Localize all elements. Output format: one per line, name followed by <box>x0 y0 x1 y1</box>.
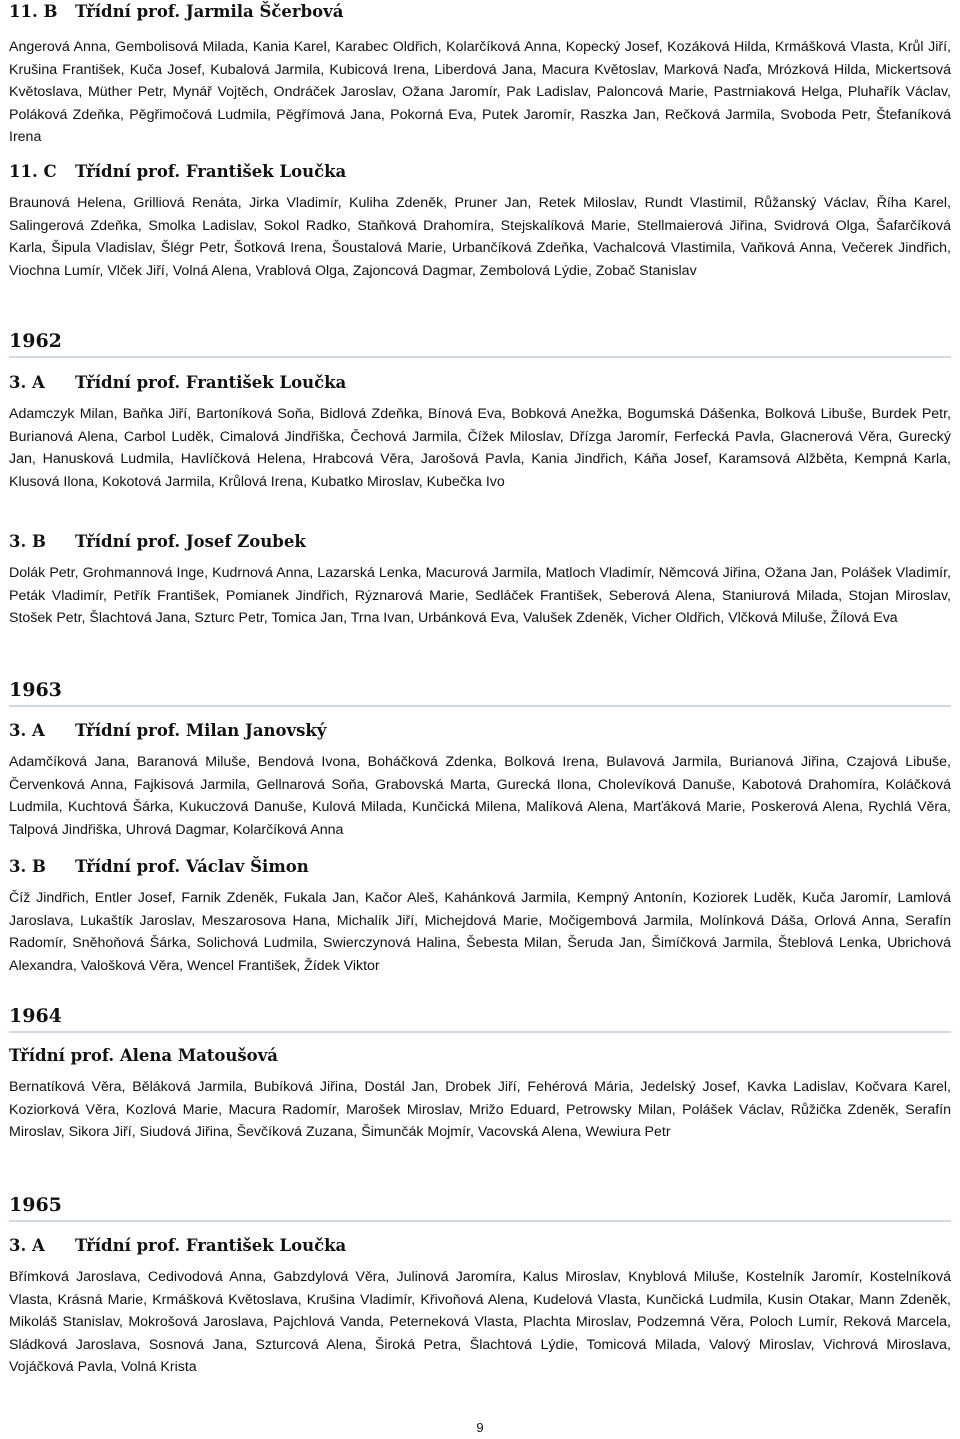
student-list: Adamczyk Milan, Baňka Jiří, Bartoníková Soňa, Bidlová Zdeňka, Bínová Eva, Bobková Anežka, Bogumská Dášenka, Bolková Libuše, Burdek Petr, Burianová Alena, Carbol Luděk, Cimalová Jindřiška, Čechová Jarmila, Čížek Miloslav, Dřízga Jaromír, Ferfecká Pavla, Glacnerová Věra, Gurecký Jan, Hanusková Ludmila, Havlíčková Helena, Hrabcová Věra, Jarošová Pavla, Kania Jindřich, Káňa Josef, Karamsová Alžběta, Kempná Karla, Klusová Ilona, Kokotová Jarmila, Krůlová Irena, Kubatko Miroslav, Kubečka Ivo <box>9 406 951 490</box>
class-heading <box>9 161 951 183</box>
class-label: 3. B <box>9 857 46 876</box>
student-list: Dolák Petr, Grohmannová Inge, Kudrnová Anna, Lazarská Lenka, Macurová Jarmila, Matloch Vladimír, Němcová Jiřina, Ožana Jan, Polášek Vladimír, Peták Vladimír, Petřík František, Pomianek Jindřich, Rýznarová Marie, Sedláček František, Seberová Alena, Staniurová Milada, Stojan Miroslav, Stošek Petr, Šlachtová Jana, Szturc Petr, Tomica Jan, Trna Ivan, Urbánková Eva, Valušek Zdeněk, Vicher Oldřich, Vlčková Miluše, Žílová Eva <box>9 565 951 626</box>
class-label: 11. B <box>9 2 58 21</box>
year-heading-1965 <box>9 1190 951 1222</box>
student-list: Číž Jindřich, Entler Josef, Farnik Zdeněk, Fukala Jan, Kačor Aleš, Kahánková Jarmila, Kempný Antonín, Koziorek Luděk, Kuča Jaromír, Lamlová Jaroslava, Lukaštík Jaroslav, Meszarosova Hana, Michalík Jiří, Michejdová Marie, Močigembová Jarmila, Molínková Dáša, Orlová Anna, Serafín Radomír, Sněhoňová Šárka, Solichová Ludmila, Swierczynová Halina, Šebesta Milan, Šeruda Jan, Šimíčková Jarmila, Šteblová Lenka, Ubrichová Alexandra, Valošková Věra, Wencel František, Žídek Viktor <box>9 890 951 974</box>
year-label: 1964 <box>9 1001 951 1033</box>
teacher-label: Třídní prof. Milan Janovský <box>75 721 327 740</box>
teacher-label: Třídní prof. Jarmila Ščerbová <box>75 2 344 21</box>
class-section-1962-3a <box>9 372 951 493</box>
class-label: 3. A <box>9 1236 45 1255</box>
class-section-1963-3b <box>9 856 951 977</box>
student-list: Braunová Helena, Grilliová Renáta, Jirka Vladimír, Kuliha Zdeněk, Pruner Jan, Retek Miloslav, Rundt Vlastimil, Růžanský Václav, Říha Karel, Salingerová Zdeňka, Smolka Ladislav, Sokol Radko, Staňková Drahomíra, Stejskalíková Marie, Stellmaierová Jiřina, Svidrová Olga, Šafarčíková Karla, Šipula Vladislav, Šlégr Petr, Šotková Irena, Šoustalová Marie, Urbančíková Zdeňka, Vachalcová Vlastimila, Vaňková Anna, Večerek Jindřich, Viochna Lumír, Vlček Jiří, Volná Alena, Vrablová Olga, Zajoncová Dagmar, Zembolová Lýdie, Zobač Stanislav <box>9 195 951 279</box>
class-label: 11. C <box>9 162 57 181</box>
year-label: 1962 <box>9 326 951 358</box>
class-heading <box>9 856 951 878</box>
class-label: 3. A <box>9 721 45 740</box>
class-section-1963-3a <box>9 720 951 841</box>
class-heading <box>9 1 951 23</box>
year-label: 1963 <box>9 675 951 707</box>
year-heading-1963 <box>9 675 951 707</box>
class-heading <box>9 531 951 553</box>
teacher-label: Třídní prof. Josef Zoubek <box>75 532 306 551</box>
class-section-11c <box>9 161 951 282</box>
year-heading-1964 <box>9 1001 951 1033</box>
teacher-label: Třídní prof. František Loučka <box>75 162 347 181</box>
student-list: Adamčíková Jana, Baranová Miluše, Bendová Ivona, Boháčková Zdenka, Bolková Irena, Bulavová Jarmila, Burianová Jiřina, Czajová Libuše, Červenková Anna, Fajkisová Jarmila, Gellnarová Soňa, Grabovská Marta, Gurecká Ilona, Cholevíková Danuše, Kabotová Drahomíra, Koláčková Ludmila, Kuchtová Šárka, Kukuczová Danuše, Kulová Milada, Kunčická Milena, Malíková Alena, Marťáková Marie, Poskerová Alena, Rychlá Věra, Talpová Jindřiška, Uhrová Dagmar, Kolarčíková Anna <box>9 754 951 838</box>
page-number: 9 <box>476 1420 484 1435</box>
student-list: Angerová Anna, Gembolisová Milada, Kania Karel, Karabec Oldřich, Kolarčíková Anna, Kopecký Josef, Kozáková Hilda, Krmášková Vlasta, Krůl Jiří, Krušina František, Kuča Josef, Kubalová Jarmila, Kubicová Irena, Liberdová Jana, Macura Květoslav, Marková Naďa, Mrózková Hilda, Mickertsová Květoslava, Müther Petr, Mynář Vojtěch, Ondráček Jaroslav, Ožana Jaromír, Pak Ladislav, Paloncová Marie, Pastrniaková Helga, Pluhařík Václav, Poláková Zdeňka, Pěgřimočová Ludmila, Pěgřímová Jana, Pokorná Eva, Putek Jaromír, Raszka Jan, Rečková Jarmila, Svoboda Petr, Štefaníková Irena <box>9 39 951 145</box>
year-label: 1965 <box>9 1190 951 1222</box>
teacher-label: Třídní prof. František Loučka <box>75 1236 347 1255</box>
student-list: Bernatíková Věra, Běláková Jarmila, Bubíková Jiřina, Dostál Jan, Drobek Jiří, Fehérová Mária, Jedelský Josef, Kavka Ladislav, Kočvara Karel, Koziorková Věra, Kozlová Marie, Macura Radomír, Marošek Miroslav, Mrižo Eduard, Petrowsky Milan, Polášek Václav, Růžička Zdeněk, Serafín Miroslav, Sikora Jiří, Siudová Jiřina, Ševčíková Zuzana, Šimunčák Mojmír, Vacovská Alena, Wewiura Petr <box>9 1079 951 1140</box>
student-list: Břímková Jaroslava, Cedivodová Anna, Gabzdylová Věra, Julinová Jaromíra, Kalus Miroslav, Knyblová Miluše, Kostelník Jaromír, Kostelníková Vlasta, Krásná Marie, Krmášková Květoslava, Krušina Vladimír, Křivoňová Alena, Kudelová Vlasta, Kunčická Ludmila, Kusin Otakar, Mann Zdeněk, Mikoláš Stanislav, Mokrošová Jaroslava, Pajchlová Vanda, Peterneková Vlasta, Plachta Miroslav, Podzemná Věra, Poloch Lumír, Reková Marcela, Sládková Jaroslava, Sosnová Jana, Szturcová Alena, Široká Petra, Šlachtová Lýdie, Tomicová Milada, Valový Miroslav, Vichrová Miroslava, Vojáčková Pavla, Volná Krista <box>9 1269 951 1375</box>
class-heading <box>9 372 951 394</box>
class-heading <box>9 1045 951 1067</box>
class-section-11b <box>9 1 951 149</box>
teacher-label: Třídní prof. František Loučka <box>75 373 347 392</box>
class-section-1962-3b <box>9 531 951 630</box>
class-heading <box>9 1235 951 1257</box>
teacher-label: Třídní prof. Alena Matoušová <box>9 1046 278 1065</box>
class-section-1964 <box>9 1045 951 1144</box>
teacher-label: Třídní prof. Václav Šimon <box>75 857 309 876</box>
class-section-1965-3a <box>9 1235 951 1379</box>
class-label: 3. B <box>9 532 46 551</box>
class-heading <box>9 720 951 742</box>
year-heading-1962 <box>9 326 951 358</box>
class-label: 3. A <box>9 373 45 392</box>
